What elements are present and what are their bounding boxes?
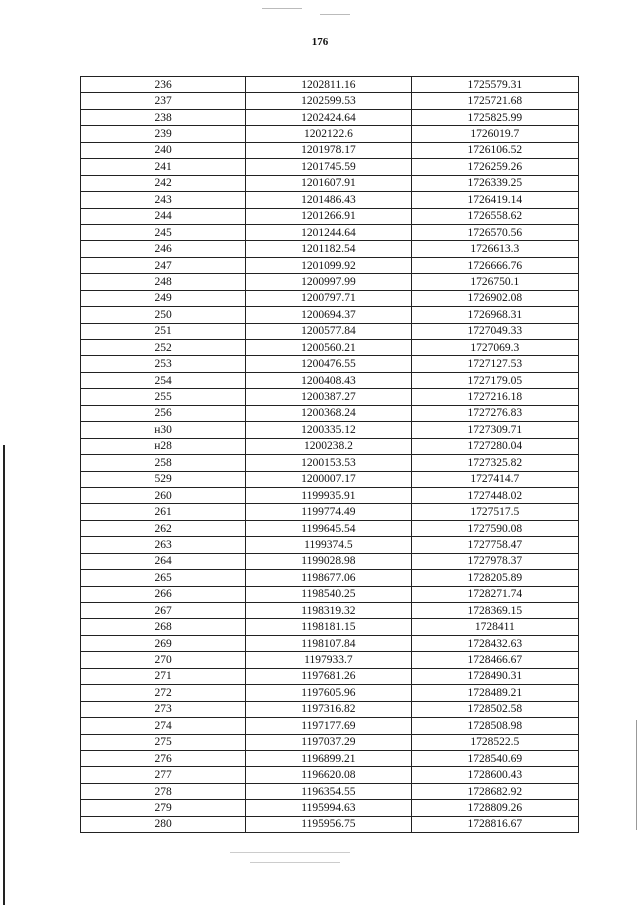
point-number-cell: 254: [81, 372, 246, 388]
x-coordinate-cell: 1200368.24: [246, 405, 411, 421]
table-row: [81, 323, 579, 339]
x-coordinate-cell: 1200408.43: [246, 372, 411, 388]
point-number-cell: 239: [81, 126, 246, 142]
y-coordinate-cell: 1727309.71: [411, 422, 578, 438]
x-coordinate-cell: 1201486.43: [246, 192, 411, 208]
point-number-cell: 258: [81, 455, 246, 471]
table-row: [81, 290, 579, 306]
scan-noise: [320, 14, 350, 15]
table-row: [81, 175, 579, 191]
point-number-cell: 250: [81, 307, 246, 323]
y-coordinate-cell: 1726902.08: [411, 290, 578, 306]
table-row: [81, 257, 579, 273]
y-coordinate-cell: 1726419.14: [411, 192, 578, 208]
table-row: [81, 405, 579, 421]
x-coordinate-cell: 1196899.21: [246, 750, 411, 766]
y-coordinate-cell: 1726259.26: [411, 159, 578, 175]
y-coordinate-cell: 1728682.92: [411, 783, 578, 799]
page-number: 176: [311, 36, 329, 48]
y-coordinate-cell: 1727414.7: [411, 471, 578, 487]
point-number-cell: 245: [81, 224, 246, 240]
point-number-cell: 238: [81, 109, 246, 125]
y-coordinate-cell: 1728502.58: [411, 701, 578, 717]
scan-noise: [262, 8, 302, 9]
point-number-cell: 265: [81, 570, 246, 586]
y-coordinate-cell: 1728411: [411, 619, 578, 635]
y-coordinate-cell: 1728489.21: [411, 685, 578, 701]
table-row: [81, 142, 579, 158]
table-row: [81, 520, 579, 536]
coordinates-table-body: [81, 77, 579, 833]
scan-edge-mark: [636, 720, 637, 830]
point-number-cell: 248: [81, 274, 246, 290]
table-row: [81, 783, 579, 799]
point-number-cell: 246: [81, 241, 246, 257]
point-number-cell: н30: [81, 422, 246, 438]
y-coordinate-cell: 1726666.76: [411, 257, 578, 273]
y-coordinate-cell: 1726613.3: [411, 241, 578, 257]
table-row: [81, 77, 579, 93]
point-number-cell: 244: [81, 208, 246, 224]
x-coordinate-cell: 1200007.17: [246, 471, 411, 487]
table-row: [81, 504, 579, 520]
table-row: [81, 619, 579, 635]
point-number-cell: 267: [81, 603, 246, 619]
y-coordinate-cell: 1727978.37: [411, 553, 578, 569]
table-row: [81, 471, 579, 487]
table-row: [81, 487, 579, 503]
x-coordinate-cell: 1196354.55: [246, 783, 411, 799]
x-coordinate-cell: 1197316.82: [246, 701, 411, 717]
x-coordinate-cell: 1202811.16: [246, 77, 411, 93]
point-number-cell: 253: [81, 356, 246, 372]
y-coordinate-cell: 1727069.3: [411, 340, 578, 356]
point-number-cell: 263: [81, 537, 246, 553]
point-number-cell: 241: [81, 159, 246, 175]
x-coordinate-cell: 1197681.26: [246, 668, 411, 684]
scan-noise: [250, 862, 340, 863]
y-coordinate-cell: 1727216.18: [411, 389, 578, 405]
y-coordinate-cell: 1727448.02: [411, 487, 578, 503]
x-coordinate-cell: 1197177.69: [246, 718, 411, 734]
x-coordinate-cell: 1200694.37: [246, 307, 411, 323]
table-row: [81, 192, 579, 208]
x-coordinate-cell: 1201607.91: [246, 175, 411, 191]
point-number-cell: 256: [81, 405, 246, 421]
table-row: [81, 372, 579, 388]
x-coordinate-cell: 1199645.54: [246, 520, 411, 536]
point-number-cell: 252: [81, 340, 246, 356]
point-number-cell: 243: [81, 192, 246, 208]
point-number-cell: 251: [81, 323, 246, 339]
x-coordinate-cell: 1196620.08: [246, 767, 411, 783]
y-coordinate-cell: 1726750.1: [411, 274, 578, 290]
y-coordinate-cell: 1728432.63: [411, 635, 578, 651]
x-coordinate-cell: 1202599.53: [246, 93, 411, 109]
point-number-cell: 271: [81, 668, 246, 684]
table-row: [81, 537, 579, 553]
y-coordinate-cell: 1726570.56: [411, 224, 578, 240]
y-coordinate-cell: 1725579.31: [411, 77, 578, 93]
table-row: [81, 208, 579, 224]
y-coordinate-cell: 1727127.53: [411, 356, 578, 372]
point-number-cell: 279: [81, 800, 246, 816]
x-coordinate-cell: 1200153.53: [246, 455, 411, 471]
y-coordinate-cell: 1727325.82: [411, 455, 578, 471]
y-coordinate-cell: 1727590.08: [411, 520, 578, 536]
y-coordinate-cell: 1727758.47: [411, 537, 578, 553]
point-number-cell: 274: [81, 718, 246, 734]
point-number-cell: 237: [81, 93, 246, 109]
table-row: [81, 126, 579, 142]
point-number-cell: 529: [81, 471, 246, 487]
x-coordinate-cell: 1199774.49: [246, 504, 411, 520]
x-coordinate-cell: 1200387.27: [246, 389, 411, 405]
scan-edge-mark: [3, 445, 5, 905]
coordinates-table: [80, 76, 579, 833]
x-coordinate-cell: 1198319.32: [246, 603, 411, 619]
point-number-cell: 269: [81, 635, 246, 651]
x-coordinate-cell: 1201978.17: [246, 142, 411, 158]
point-number-cell: 255: [81, 389, 246, 405]
point-number-cell: 260: [81, 487, 246, 503]
point-number-cell: 277: [81, 767, 246, 783]
point-number-cell: 280: [81, 816, 246, 832]
x-coordinate-cell: 1195994.63: [246, 800, 411, 816]
x-coordinate-cell: 1198677.06: [246, 570, 411, 586]
table-row: [81, 800, 579, 816]
y-coordinate-cell: 1728369.15: [411, 603, 578, 619]
point-number-cell: 266: [81, 586, 246, 602]
y-coordinate-cell: 1725825.99: [411, 109, 578, 125]
table-row: [81, 750, 579, 766]
y-coordinate-cell: 1728490.31: [411, 668, 578, 684]
table-row: [81, 668, 579, 684]
table-row: [81, 274, 579, 290]
table-row: [81, 635, 579, 651]
table-row: [81, 767, 579, 783]
table-row: [81, 340, 579, 356]
table-row: [81, 718, 579, 734]
y-coordinate-cell: 1727517.5: [411, 504, 578, 520]
table-row: [81, 603, 579, 619]
table-row: [81, 570, 579, 586]
x-coordinate-cell: 1198181.15: [246, 619, 411, 635]
point-number-cell: 247: [81, 257, 246, 273]
point-number-cell: 268: [81, 619, 246, 635]
y-coordinate-cell: 1726558.62: [411, 208, 578, 224]
point-number-cell: 276: [81, 750, 246, 766]
table-row: [81, 93, 579, 109]
table-row: [81, 422, 579, 438]
point-number-cell: 275: [81, 734, 246, 750]
y-coordinate-cell: 1728466.67: [411, 652, 578, 668]
y-coordinate-cell: 1725721.68: [411, 93, 578, 109]
x-coordinate-cell: 1201266.91: [246, 208, 411, 224]
table-row: [81, 356, 579, 372]
point-number-cell: 236: [81, 77, 246, 93]
table-row: [81, 685, 579, 701]
table-row: [81, 224, 579, 240]
table-row: [81, 652, 579, 668]
x-coordinate-cell: 1200997.99: [246, 274, 411, 290]
x-coordinate-cell: 1201099.92: [246, 257, 411, 273]
y-coordinate-cell: 1727276.83: [411, 405, 578, 421]
table-row: [81, 816, 579, 832]
table-row: [81, 438, 579, 454]
x-coordinate-cell: 1201244.64: [246, 224, 411, 240]
y-coordinate-cell: 1727179.05: [411, 372, 578, 388]
x-coordinate-cell: 1200335.12: [246, 422, 411, 438]
x-coordinate-cell: 1201182.54: [246, 241, 411, 257]
table-row: [81, 159, 579, 175]
y-coordinate-cell: 1726106.52: [411, 142, 578, 158]
x-coordinate-cell: 1200797.71: [246, 290, 411, 306]
x-coordinate-cell: 1198107.84: [246, 635, 411, 651]
table-row: [81, 701, 579, 717]
x-coordinate-cell: 1201745.59: [246, 159, 411, 175]
x-coordinate-cell: 1202122.6: [246, 126, 411, 142]
point-number-cell: 240: [81, 142, 246, 158]
x-coordinate-cell: 1195956.75: [246, 816, 411, 832]
point-number-cell: 262: [81, 520, 246, 536]
point-number-cell: 249: [81, 290, 246, 306]
table-row: [81, 553, 579, 569]
table-row: [81, 307, 579, 323]
y-coordinate-cell: 1728508.98: [411, 718, 578, 734]
x-coordinate-cell: 1197605.96: [246, 685, 411, 701]
x-coordinate-cell: 1200577.84: [246, 323, 411, 339]
y-coordinate-cell: 1728809.26: [411, 800, 578, 816]
table-row: [81, 241, 579, 257]
table-row: [81, 586, 579, 602]
table-row: [81, 109, 579, 125]
point-number-cell: 273: [81, 701, 246, 717]
y-coordinate-cell: 1727280.04: [411, 438, 578, 454]
x-coordinate-cell: 1200476.55: [246, 356, 411, 372]
table-row: [81, 734, 579, 750]
x-coordinate-cell: 1198540.25: [246, 586, 411, 602]
y-coordinate-cell: 1727049.33: [411, 323, 578, 339]
y-coordinate-cell: 1728540.69: [411, 750, 578, 766]
x-coordinate-cell: 1197933.7: [246, 652, 411, 668]
point-number-cell: н28: [81, 438, 246, 454]
x-coordinate-cell: 1202424.64: [246, 109, 411, 125]
y-coordinate-cell: 1728816.67: [411, 816, 578, 832]
table-row: [81, 389, 579, 405]
y-coordinate-cell: 1728271.74: [411, 586, 578, 602]
y-coordinate-cell: 1728522.5: [411, 734, 578, 750]
x-coordinate-cell: 1200560.21: [246, 340, 411, 356]
point-number-cell: 272: [81, 685, 246, 701]
x-coordinate-cell: 1199028.98: [246, 553, 411, 569]
table-row: [81, 455, 579, 471]
y-coordinate-cell: 1726019.7: [411, 126, 578, 142]
x-coordinate-cell: 1200238.2: [246, 438, 411, 454]
y-coordinate-cell: 1726968.31: [411, 307, 578, 323]
y-coordinate-cell: 1728600.43: [411, 767, 578, 783]
x-coordinate-cell: 1199935.91: [246, 487, 411, 503]
x-coordinate-cell: 1197037.29: [246, 734, 411, 750]
x-coordinate-cell: 1199374.5: [246, 537, 411, 553]
point-number-cell: 261: [81, 504, 246, 520]
point-number-cell: 270: [81, 652, 246, 668]
point-number-cell: 264: [81, 553, 246, 569]
y-coordinate-cell: 1726339.25: [411, 175, 578, 191]
scan-noise: [230, 852, 350, 853]
point-number-cell: 242: [81, 175, 246, 191]
y-coordinate-cell: 1728205.89: [411, 570, 578, 586]
point-number-cell: 278: [81, 783, 246, 799]
